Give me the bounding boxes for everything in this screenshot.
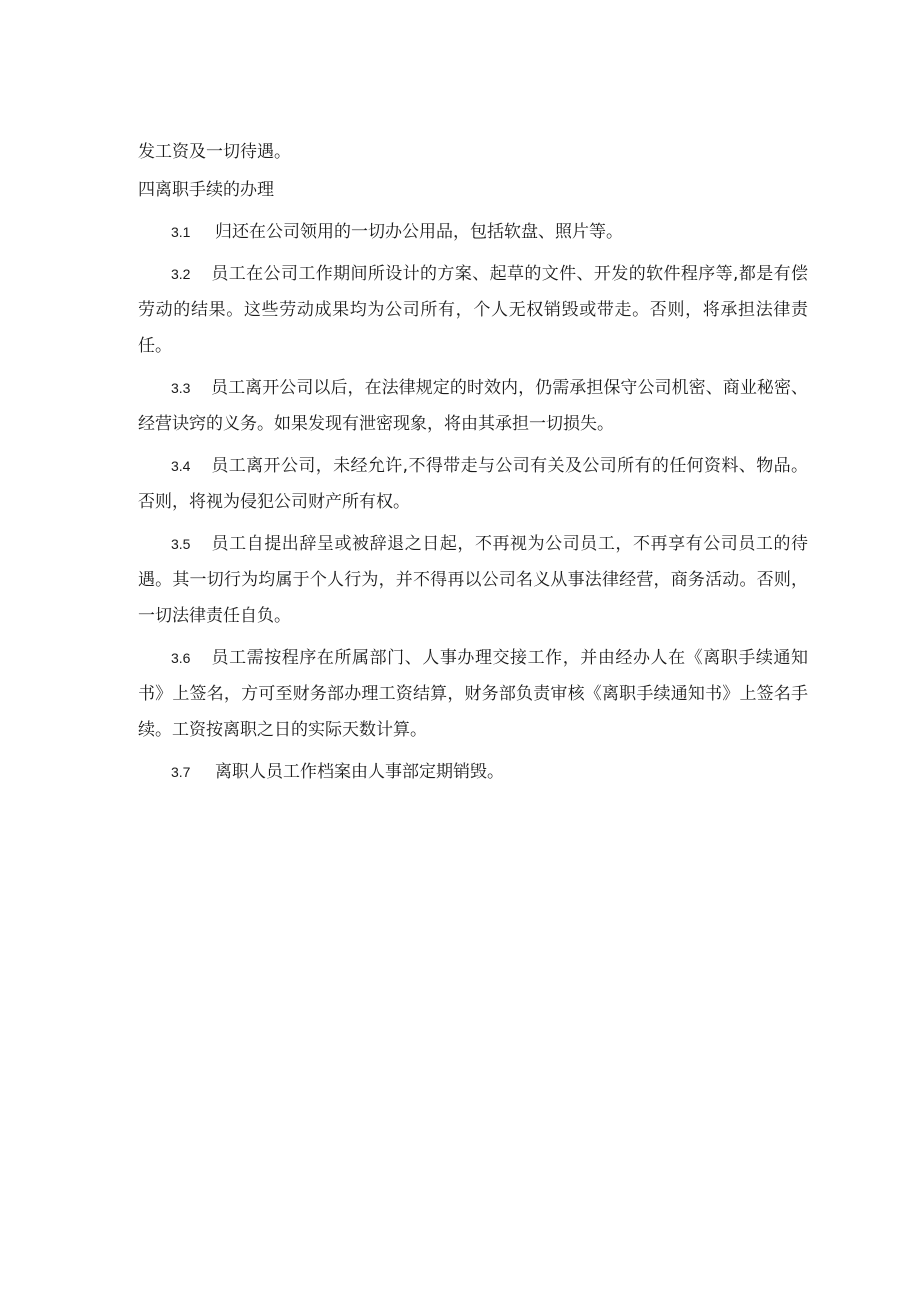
- clause-text: 归还在公司领用的一切办公用品，包括软盘、照片等。: [215, 222, 623, 242]
- clause-text: 离职人员工作档案由人事部定期销毁。: [215, 762, 504, 782]
- clause-text: 员工离开公司，未经允许,不得带走与公司有关及公司所有的任何资料、物品。否则，将视为侵犯公司财产所有权。: [138, 456, 808, 512]
- continuation-text: 发工资及一切待遇。: [138, 142, 291, 162]
- clause-number: 3.2: [171, 266, 191, 282]
- clause-number: 3.7: [171, 764, 191, 780]
- clause-3-2: [138, 256, 808, 364]
- clause-text: 员工需按程序在所属部门、人事办理交接工作，并由经办人在《离职手续通知书》上签名，方可至财务部办理工资结算，财务部负责审核《离职手续通知书》上签名手续。工资按离职之日的实际天数计算。: [138, 648, 808, 740]
- clause-number: 3.6: [171, 650, 191, 666]
- clause-3-5: [138, 526, 808, 634]
- clause-3-1: [138, 214, 808, 250]
- clause-text: 员工在公司工作期间所设计的方案、起草的文件、开发的软件程序等,都是有偿劳动的结果。这些劳动成果均为公司所有，个人无权销毁或带走。否则，将承担法律责任。: [138, 264, 808, 356]
- clause-text: 员工离开公司以后，在法律规定的时效内，仍需承担保守公司机密、商业秘密、经营诀窍的义务。如果发现有泄密现象，将由其承担一切损失。: [138, 378, 808, 434]
- clause-number: 3.1: [171, 224, 191, 240]
- clause-3-7: [138, 754, 808, 790]
- clause-text: 员工自提出辞呈或被辞退之日起，不再视为公司员工，不再享有公司员工的待遇。其一切行为均属于个人行为，并不得再以公司名义从事法律经营，商务活动。否则，一切法律责任自负。: [138, 534, 808, 626]
- document-body: [138, 134, 808, 790]
- clause-3-4: [138, 448, 808, 520]
- clause-3-3: [138, 370, 808, 442]
- clause-number: 3.5: [171, 536, 191, 552]
- clause-number: 3.3: [171, 380, 191, 396]
- clause-3-6: [138, 640, 808, 748]
- section-heading: 四离职手续的办理: [138, 180, 274, 200]
- clause-number: 3.4: [171, 458, 191, 474]
